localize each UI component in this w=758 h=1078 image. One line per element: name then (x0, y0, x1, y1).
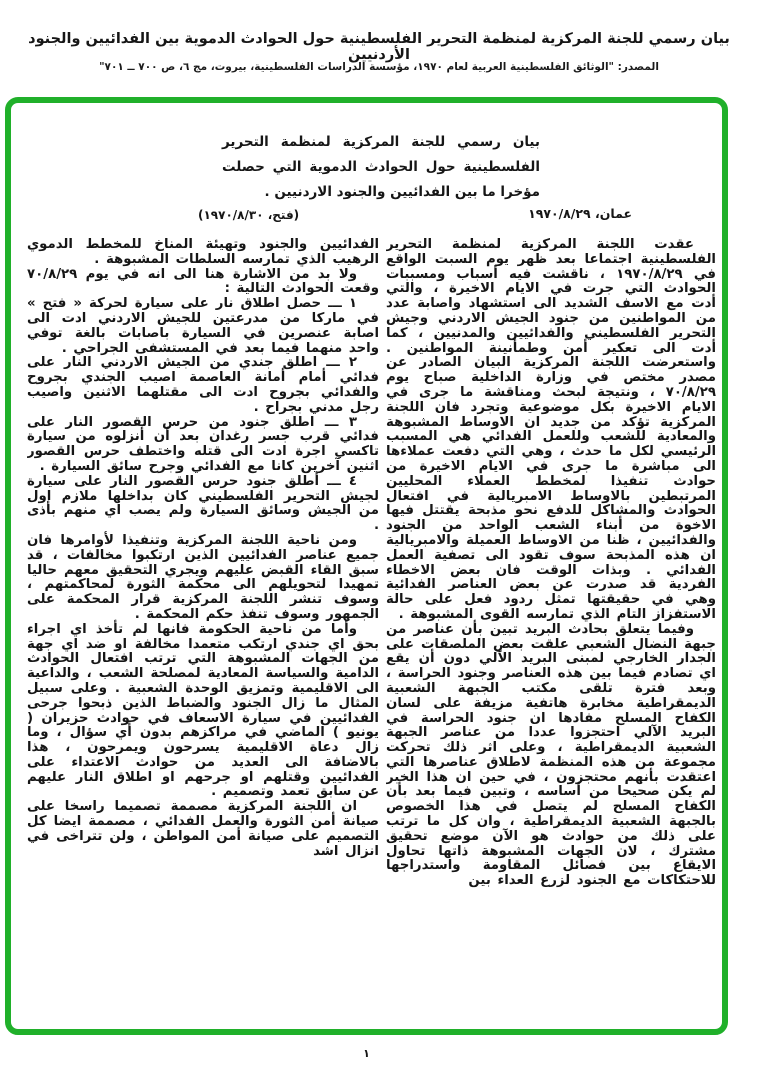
paragraph: ولا بد من الاشارة هنا الى انه في يوم ٧٠/٨/٢٩ وقعت الحوادث التالية : (27, 266, 379, 297)
paragraph: ٢ ـــ اطلق جندي من الجيش الاردني النار على فدائي أمام أمانة العاصمة اصيب الجندي بجروح والفدائي بجروح ادت الى مقتلهما الاثنين واصيب رجل مدني بجراح . (27, 355, 379, 415)
body-column-right (386, 238, 716, 968)
paragraph: ان اللجنة المركزية مصممة تصميما راسخا على صيانة أمن الثورة والعمل الفدائي ، مصممة ايضا كل التصميم على صيانة أمن المواطن ، ولن تتراخى في انزال اشد (27, 799, 379, 859)
paragraph: عقدت اللجنة المركزية لمنظمة التحرير الفلسطينية اجتماعا بعد ظهر يوم السبت الواقع في ١٩٧٠/٨/٢٩ ، ناقشت فيه أسباب ومسببات الحوادث التي جرت في الايام الاخيرة ، والتي أدت مع الاسف الشديد الى استشهاد واصابة عدد من المواطنين من جنود الجيش الاردني وجيش التحرير الفلسطيني والفدائيين والمدنيين ، كما أدت الى تعكير أمن وطمأنينة المواطنين . واستعرضت اللجنة المركزية البيان الصادر عن مصدر مختص في وزارة الداخلية صباح يوم ٧٠/٨/٢٩ ، ونتيجة لبحث ومناقشة ما جرى في الايام الاخيرة بكل موضوعية وتجرد فان اللجنة المركزية تؤكد من جديد ان الاوساط المشبوهة والمعادية للشعب وللعمل الفدائي هي المسبب الرئيسي لكل ما حدث ، وهي التي دفعت عملاءها الى مباشرة ما جرى في الايام الاخيرة من حوادث تنفيذا لمخطط العملاء المحليين المرتبطين بالاوساط الامبريالية في افتعال الحوادث والمشاكل للدفع نحو مذبحة يقتتل فيها الاخوة من أبناء الشعب الواحد من الجنود والفدائيين ، ظنا من الاوساط العميلة والامبريالية ان هذه المذبحة سوف تقود الى تصفية العمل الفدائي . وبذات الوقت فان بعض الاخطاء الفردية قد صدرت عن بعض العناصر الفدائية وهي في حقيقتها تمثل ردود فعل على حالة الاستفزاز التام الذي تمارسه القوى المشبوهة . (386, 238, 716, 622)
paragraph: وفيما يتعلق بحادث البريد تبين بأن عناصر من جبهة النضال الشعبي علقت بعض الملصقات على الجدار الخارجي لمبنى البريد الآلي دون أن يقع اي تصادم فيما بين هذه العناصر وجنود الحراسة ، وبعد فترة تلقى مكتب الجبهة الشعبية الديمقراطية مخابرة هاتفية مزيفة على لسان الكفاح المسلح مفادها ان جنود الحراسة في البريد الآلي احتجزوا عددا من عناصر الجبهة الشعبية الديمقراطية ، وعلى اثر ذلك تحركت مجموعة من هذه المنظمة لاطلاق عناصرها التي اعتقدت بأنهم محتجزون ، في حين ان هذا الخبر لم يكن صحيحا من أساسه ، وتبين فيما بعد بأن الكفاح المسلح لم يتصل في هذا الخصوص بالجبهة الشعبية الديمقراطية ، وان كل ما ترتب على ذلك من حوادث هو الآن موضع تحقيق مشترك ، لان الجهات المشبوهة ذاتها تحاول الايقاع بين فصائل المقاومة واستدراجها للاحتكاكات مع الجنود لزرع العداء بين (386, 621, 716, 889)
dateline-place-date: عمان، ١٩٧٠/٨/٢٩ (528, 206, 632, 221)
page-number: ١ (363, 1047, 370, 1060)
page-heading: بيان رسمي للجنة المركزية لمنظمة التحرير الفلسطينية حول الحوادث الدموية بين الفدائيين والجنود الأردنيين (28, 31, 730, 63)
paragraph: الفدائيين والجنود وتهيئة المناخ للمخطط الدموي الرهيب الذي تمارسه السلطات المشبوهة . (27, 238, 379, 267)
document-title: بيان رسمي للجنة المركزية لمنظمة التحرير الفلسطينية حول الحوادث الدموية التي حصلت مؤخرا ما بين الفدائيين والجنود الاردنيين . (222, 134, 540, 200)
paragraph: ٣ ـــ اطلق جنود من حرس القصور النار على فدائي قرب جسر رغدان بعد أن أنزلوه من سيارة تاكسي اجرة ادت الى قتله واختطف حرس القصور اثنين آخرين كانا مع الفدائي وجرح سائق السيارة . (27, 414, 379, 474)
dateline-source-date: (فتح، ١٩٧٠/٨/٣٠) (198, 208, 300, 222)
body-column-left (27, 238, 379, 968)
paragraph: ١ ـــ حصل اطلاق نار على سيارة لحركة « فتح » في ماركا من مدرعتين للجيش الاردني ادت الى اصابة عنصرين في السيارة باصابات بالغة توفي واحد منهما فيما بعد في المستشفى الجراحي . (27, 296, 379, 356)
source-citation: المصدر: "الوثائق الفلسطينية العربية لعام ١٩٧٠، مؤسسة الدراسات الفلسطينية، بيروت، مج ٦، ص ٧٠٠ ــ ٧٠١" (99, 61, 659, 73)
paragraph: ومن ناحية اللجنة المركزية وتنفيذا لأوامرها فان جميع عناصر الفدائيين الذين ارتكبوا مخالفات ، قد سبق القاء القبض عليهم ويجري التحقيق معهم حاليا تمهيدا لتحويلهم الى محكمة الثورة لمحاكمتهم ، وسوف تنشر اللجنة المركزية قرار المحكمة على الجمهور وسوف تنفذ حكم المحكمة . (27, 532, 379, 622)
paragraph: وأما من ناحية الحكومة فانها لم تأخذ اي اجراء بحق اي جندي ارتكب متعمدا مخالفة او ضد اي جهة من الجهات المشبوهة التي ترتب افتعال الحوادث الدامية والسياسة المعادية لمصلحة الشعب ، والداعية الى الاقليمية وتمزيق الوحدة الشعبية . وعلى سبيل المثال ما زال الجنود والضباط الذين ذبحوا جرحى الفدائيين في سيارة الاسعاف في حوادث حزيران ( يونيو ) الماضي في مراكزهم بدون أي سؤال ، وما زال دعاة الاقليمية يسرحون ويمرحون ، هذا بالاضافة الى العديد من حوادث الاعتداء على الفدائيين وقتلهم او جرحهم او اطلاق النار عليهم عن سابق تعمد وتصميم . (27, 621, 379, 800)
paragraph: ٤ ـــ أطلق جنود حرس القصور النار على سيارة لجيش التحرير الفلسطيني كان بداخلها ملازم اول من الجيش وسائق السيارة ولم يصب اي منهم بأذى . (27, 473, 379, 534)
